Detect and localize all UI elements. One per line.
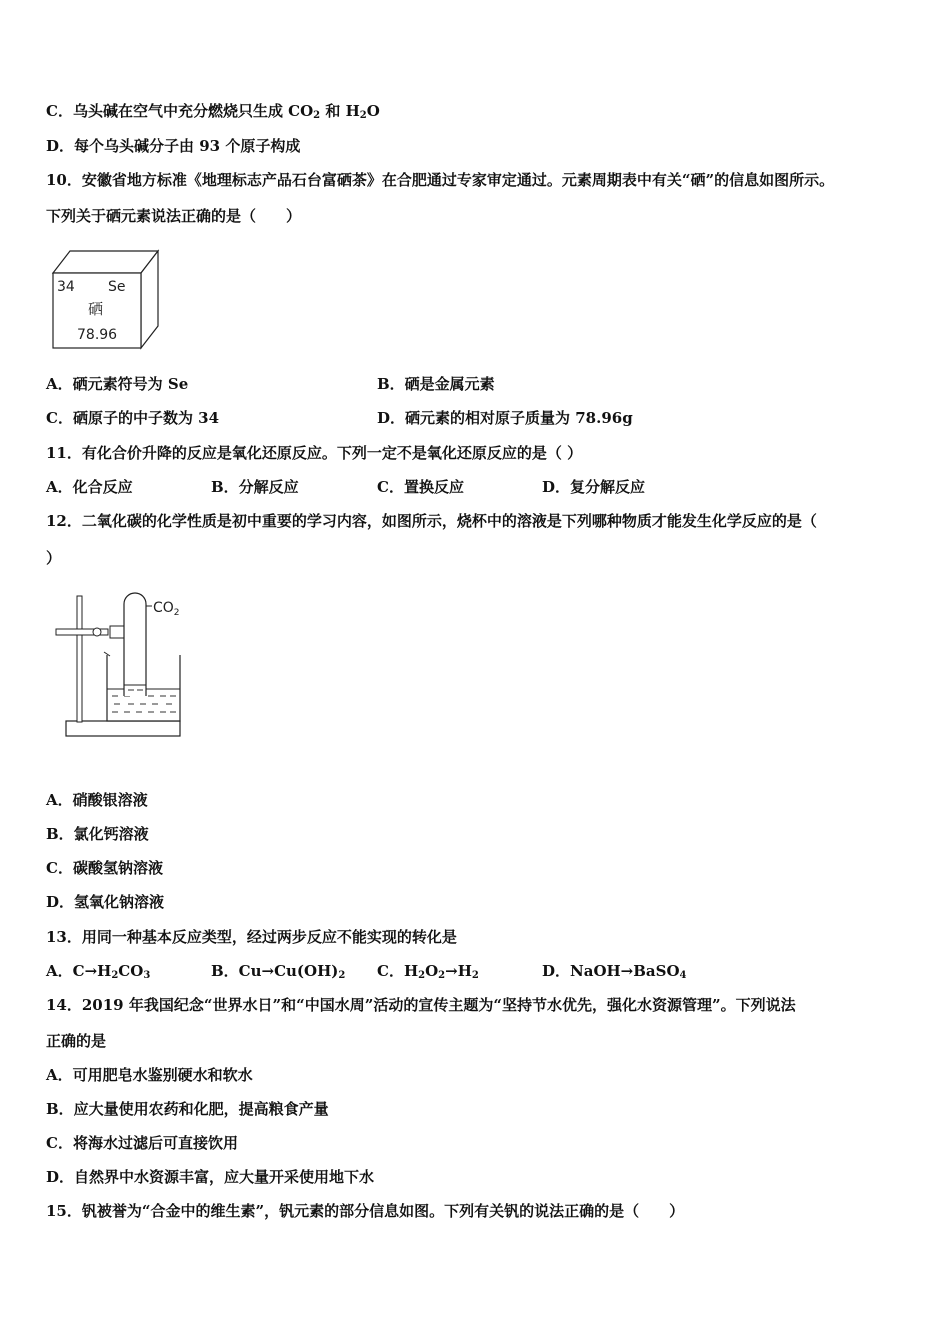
q9-option-c: C．乌头碱在空气中充分燃烧只生成 $CO_2$ 和 $H_2O$	[46, 102, 380, 121]
q12-option-d: D．氢氧化钠溶液	[46, 893, 165, 911]
q11-option-b: B．分解反应	[211, 478, 299, 496]
q12-stem-line2: ）	[46, 549, 62, 567]
q11-option-a: A．化合反应	[46, 478, 133, 496]
q10-option-c: C．硒原子的中子数为 34	[46, 409, 220, 427]
q13-option-d: D．NaOH→BaSO$_4$	[542, 962, 687, 981]
co2-label: CO	[153, 600, 174, 616]
q10-option-d: D．硒元素的相对原子质量为 78.96g	[377, 409, 633, 427]
q9-option-d: D．每个乌头碱分子由 93 个原子构成	[46, 137, 301, 155]
co2-label-sub: 2	[173, 608, 180, 618]
element-name: 硒	[88, 300, 104, 318]
q14-option-d: D．自然界中水资源丰富，应大量开采使用地下水	[46, 1168, 375, 1186]
q10-option-a: A．硒元素符号为 Se	[46, 375, 189, 393]
q10-stem-line2: 下列关于硒元素说法正确的是（ ）	[46, 207, 302, 225]
q12-option-b: B．氯化钙溶液	[46, 825, 149, 843]
q10-stem-line1: 10．安徽省地方标准《地理标志产品石台富硒茶》在合肥通过专家审定通过。元素周期表中有关“硒”的信息如图所示。	[46, 171, 835, 189]
q12-option-a: A．硝酸银溶液	[46, 791, 148, 809]
svg-text:CO2	[153, 600, 180, 618]
q12-option-c: C．碳酸氢钠溶液	[46, 859, 163, 877]
element-atomic-mass: 78.96	[77, 327, 118, 343]
q13-stem: 13．用同一种基本反应类型，经过两步反应不能实现的转化是	[46, 928, 457, 946]
q13-option-b: B．$Cu\to Cu(OH)_2$	[211, 962, 346, 981]
q13-option-c: C．$H_2O_2\to H_2$	[377, 962, 479, 981]
q10-option-b: B．硒是金属元素	[377, 375, 495, 393]
q14-option-a: A．可用肥皂水鉴别硬水和软水	[46, 1066, 253, 1084]
q12-stem-line1: 12．二氧化碳的化学性质是初中重要的学习内容，如图所示，烧杯中的溶液是下列哪种物质才能发生化学反应的是（	[46, 512, 817, 530]
q14-option-c: C．将海水过滤后可直接饮用	[46, 1134, 238, 1152]
q14-stem-line2: 正确的是	[46, 1032, 107, 1050]
q14-option-b: B．应大量使用农药和化肥，提高粮食产量	[46, 1100, 329, 1118]
q10-element-cell-figure	[50, 248, 162, 350]
q13-option-a: A．$C\to H_2CO_3$	[46, 962, 151, 981]
element-atomic-number: 34	[57, 279, 75, 295]
q11-option-d: D．复分解反应	[542, 478, 646, 496]
element-symbol: Se	[108, 279, 126, 295]
q15-stem: 15．钒被誉为“合金中的维生素”，钒元素的部分信息如图。下列有关钒的说法正确的是（ ）	[46, 1202, 685, 1220]
q12-apparatus-figure	[52, 590, 192, 740]
q14-stem-line1: 14．2019 年我国纪念“世界水日”和“中国水周”活动的宣传主题为“坚持节水优先，强化水资源管理”。下列说法	[46, 996, 796, 1014]
q11-option-c: C．置换反应	[377, 478, 464, 496]
q11-stem: 11．有化合价升降的反应是氧化还原反应。下列一定不是氧化还原反应的是（ ）	[46, 444, 583, 462]
